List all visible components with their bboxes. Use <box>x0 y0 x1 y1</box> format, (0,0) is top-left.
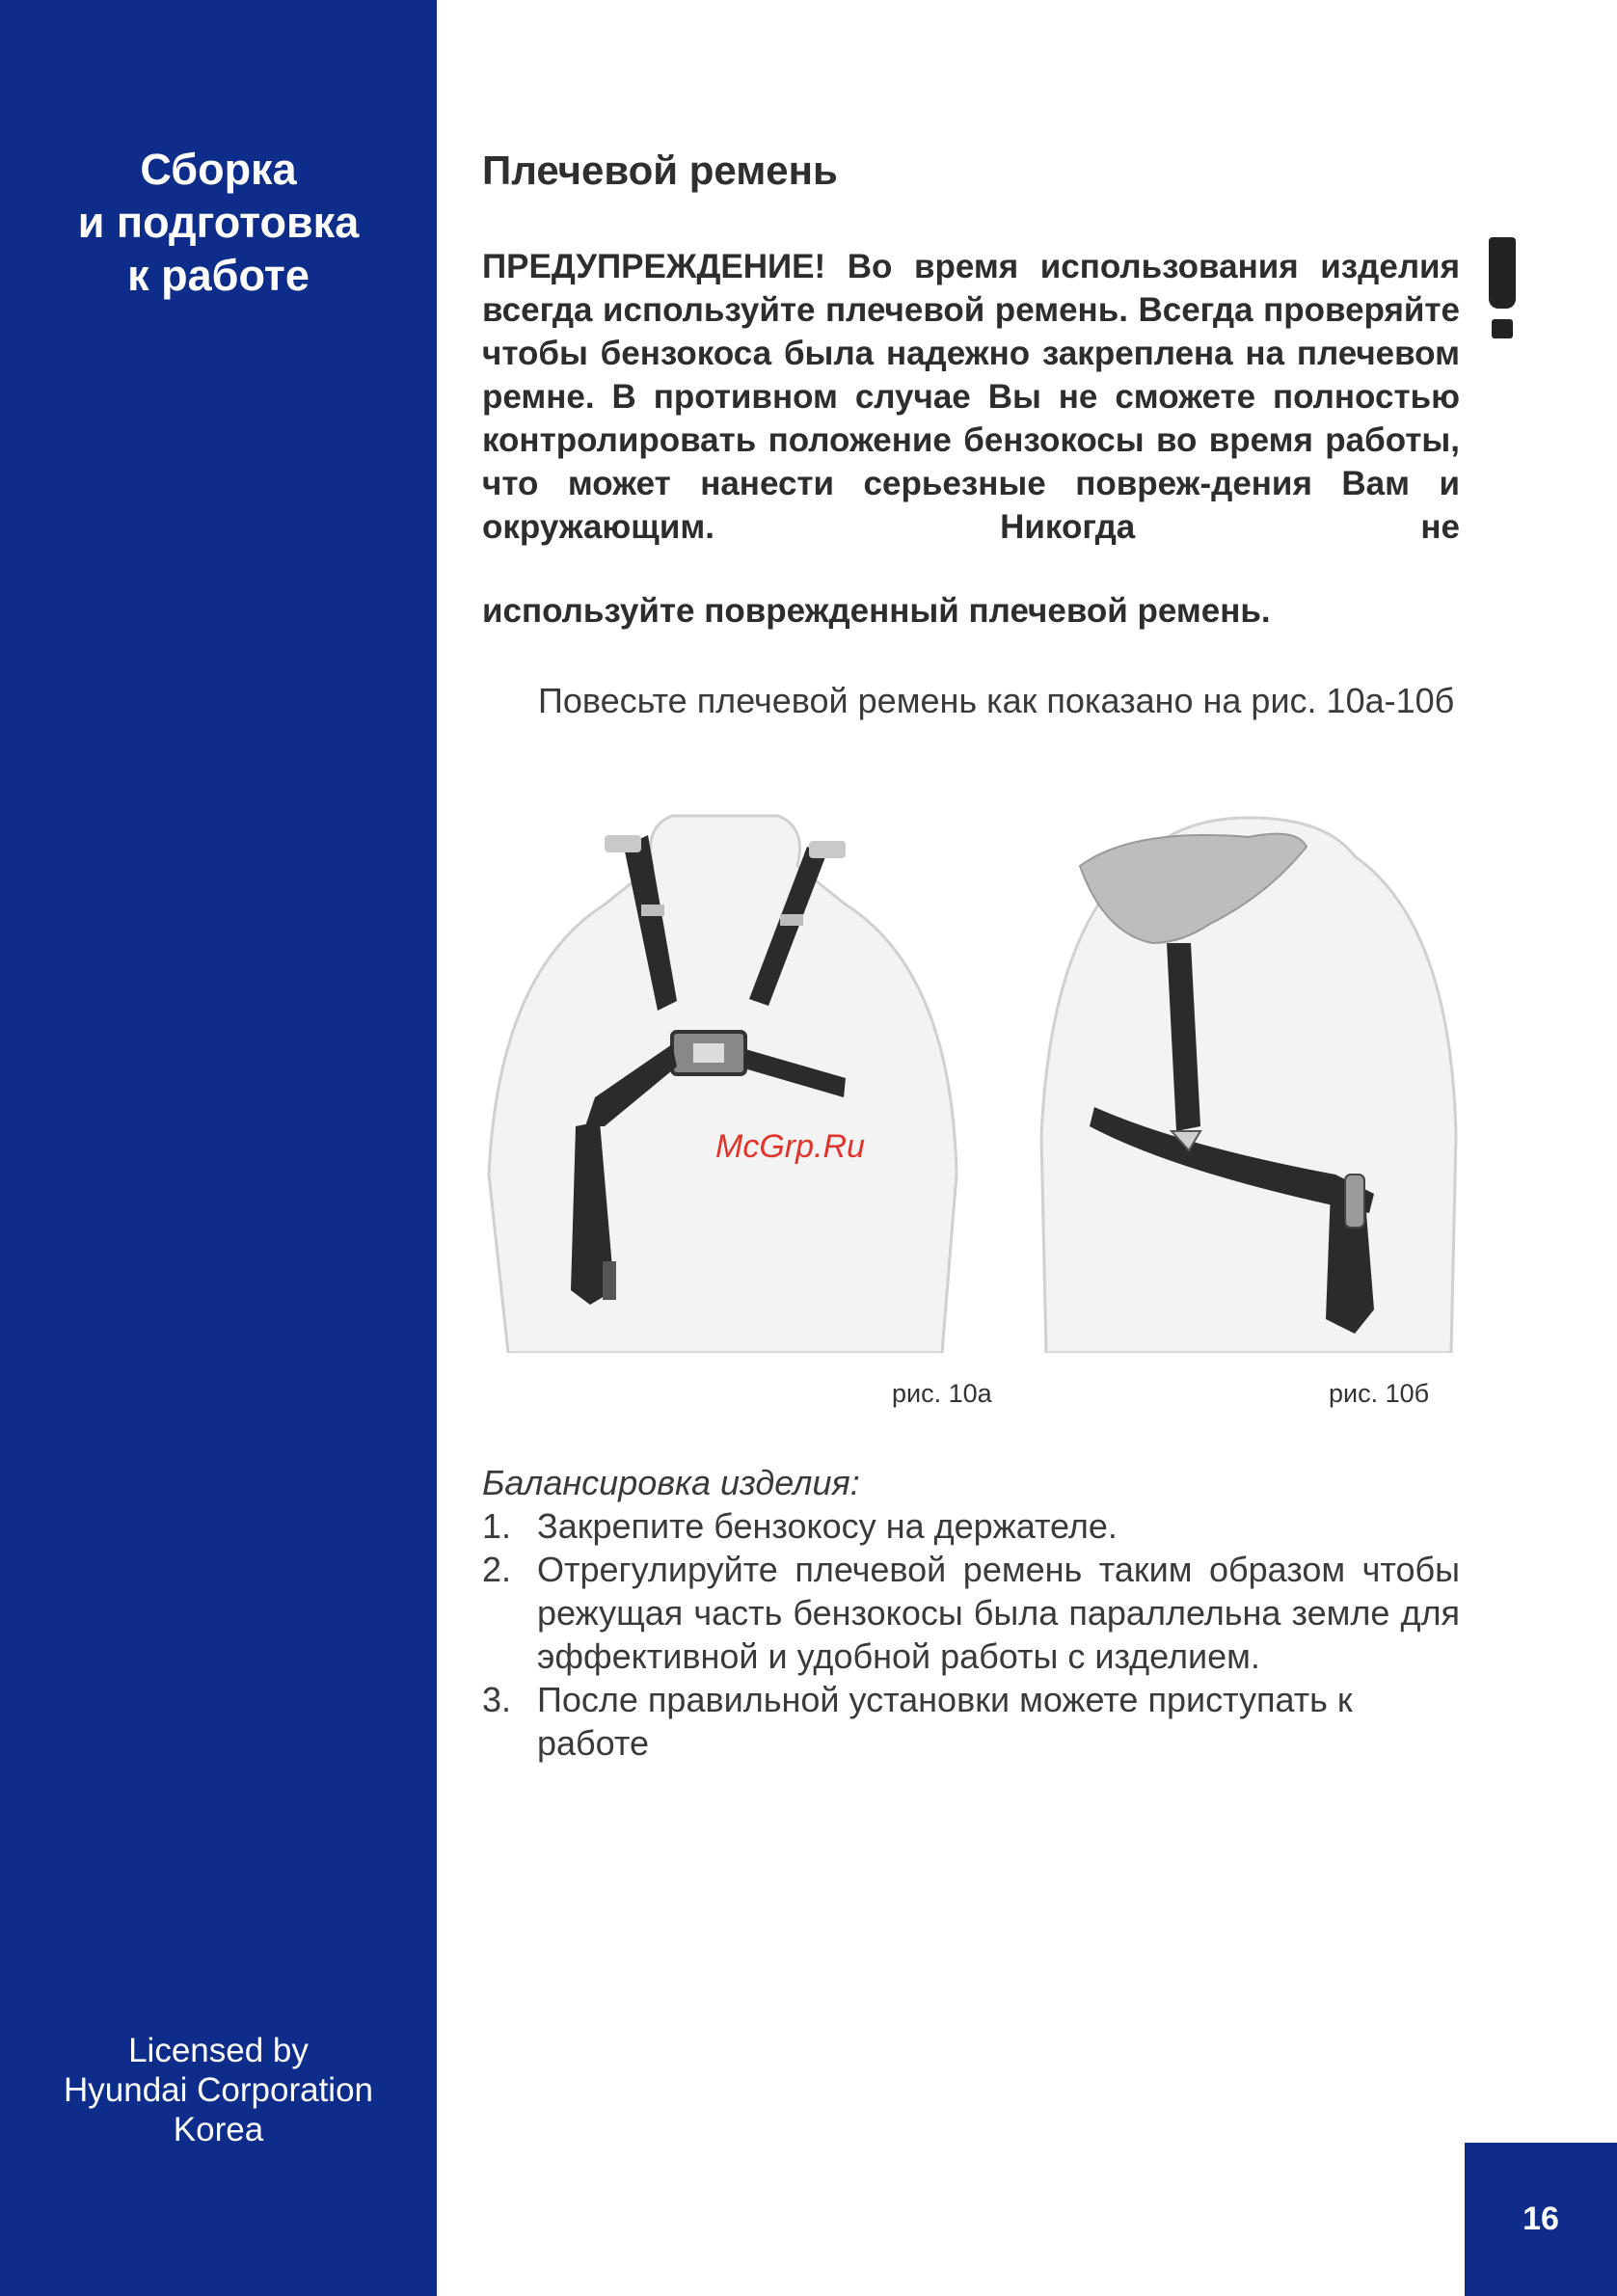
license-line: Korea <box>173 2111 264 2148</box>
sidebar <box>0 0 437 2296</box>
exclamation-icon <box>1489 237 1516 339</box>
list-item <box>482 1548 1460 1678</box>
license-line: Licensed by <box>128 2032 309 2069</box>
balance-steps-list <box>482 1504 1460 1765</box>
section-title-line: Сборка <box>140 145 297 194</box>
warning-text-last-line: используйте поврежденный плечевой ремень. <box>482 592 1271 630</box>
page-title: Плечевой ремень <box>482 148 838 193</box>
list-item-text: Закрепите бензокосу на держателе. <box>537 1506 1118 1546</box>
list-item-number: 2. <box>482 1550 512 1589</box>
figure-10b-image <box>1037 808 1461 1353</box>
balance-section-title: Балансировка изделия: <box>482 1463 860 1502</box>
list-item <box>482 1678 1460 1765</box>
intro-paragraph: Повесьте плечевой ремень как показано на рис. 10а-10б <box>538 681 1455 720</box>
license-line: Hyundai Corporation <box>63 2071 373 2109</box>
list-item-number: 3. <box>482 1680 512 1719</box>
list-item-text: Отрегулируйте плечевой ремень таким образом чтобы режущая часть бензокосы была параллельна земле для эффективной и удобной работы с изделием. <box>537 1550 1460 1676</box>
figure-caption: рис. 10а <box>892 1379 992 1408</box>
list-item <box>482 1504 1460 1548</box>
section-title <box>0 143 437 302</box>
license-note <box>0 2031 437 2149</box>
figure-10a-image <box>479 808 961 1353</box>
warning-text: ПРЕДУПРЕЖДЕНИЕ! Во время использования изделия всегда используйте плечевой ремень. Всегда проверяйте чтобы бензокоса была надежно закреплена на плечевом ремне. В противном случае Вы не сможете полностью контролировать положение бензокосы во время работы, что может нанести серьезные повреж-дения Вам и окружающим. Никогда не <box>482 248 1460 546</box>
section-title-line: и подготовка <box>77 198 360 247</box>
section-title-line: к работе <box>127 251 310 300</box>
page-number-box <box>1465 2143 1617 2296</box>
page-number: 16 <box>1523 2201 1559 2237</box>
list-item-text: После правильной установки можете приступать к работе <box>537 1680 1353 1763</box>
list-item-number: 1. <box>482 1506 512 1546</box>
watermark-text: McGrp.Ru <box>715 1128 865 1165</box>
figure-caption: рис. 10б <box>1329 1379 1430 1408</box>
